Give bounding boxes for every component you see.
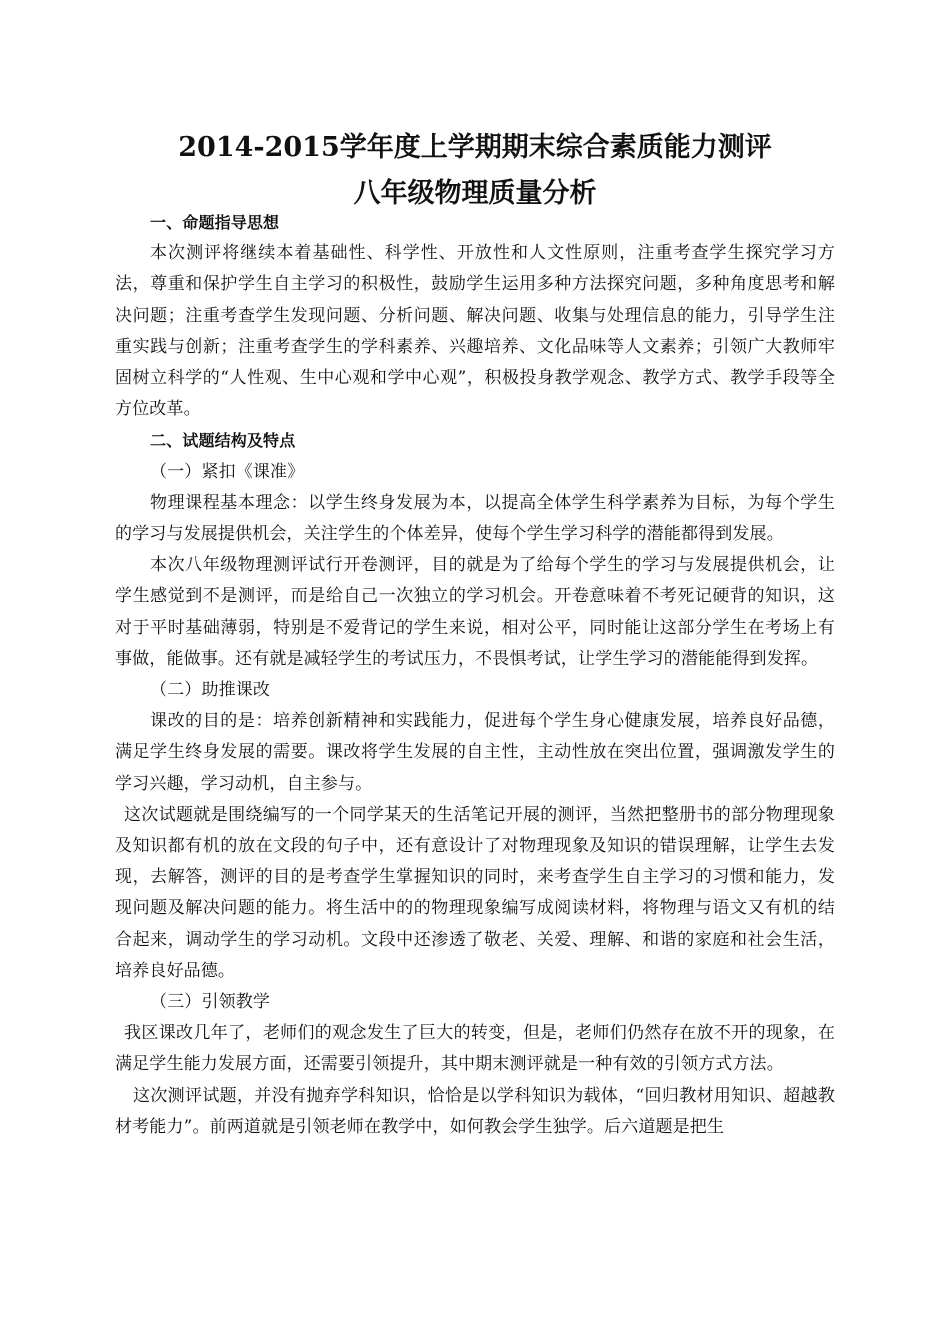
- paragraph: 我区课改几年了，老师们的观念发生了巨大的转变，但是，老师们仍然存在放不开的现象，在满足学生能力发展方面，还需要引领提升，其中期末测评就是一种有效的引领方式方法。: [115, 1023, 835, 1075]
- document-title: 2014-2015学年度上学期期末综合素质能力测评: [178, 132, 772, 163]
- section-heading: 一、命题指导思想: [150, 213, 280, 232]
- paragraph: 本次八年级物理测评试行开卷测评，目的就是为了给每个学生的学习与发展提供机会，让学生感觉到不是测评，而是给自己一次独立的学习机会。开卷意味着不考死记硬背的知识，这对于平时基础薄弱，特别是不爱背记的学生来说，相对公平，同时能让这部分学生在考场上有事做，能做事。还有就是减轻学生的考试压力，不畏惧考试，让学生学习的潜能能得到发挥。: [115, 555, 835, 669]
- subsection-heading: （三）引领教学: [150, 992, 271, 1013]
- subsection-heading: （二）助推课改: [150, 680, 271, 701]
- document-subtitle: 八年级物理质量分析: [353, 178, 597, 209]
- paragraph: 这次试题就是围绕编写的一个同学某天的生活笔记开展的测评，当然把整册书的部分物理现象及知识都有机的放在文段的句子中，还有意设计了对物理现象及知识的错误理解，让学生去发现，去解答，测评的目的是考查学生掌握知识的同时，来考查学生自主学习的习惯和能力，发现问题及解决问题的能力。将生活中的的物理现象编写成阅读材料，将物理与语文又有机的结合起来，调动学生的学习动机。文段中还渗透了敬老、关爱、理解、和谐的家庭和社会生活，培养良好品德。: [115, 804, 835, 981]
- section-heading: 二、试题结构及特点: [150, 431, 296, 451]
- paragraph: 这次测评试题，并没有抛弃学科知识，恰恰是以学科知识为载体，“回归教材用知识、超越教材考能力”。前两道就是引领老师在教学中，如何教会学生独学。后六道题是把生: [115, 1085, 835, 1137]
- paragraph: 本次测评将继续本着基础性、科学性、开放性和人文性原则，注重考查学生探究学习方法，尊重和保护学生自主学习的积极性，鼓励学生运用多种方法探究问题，多种角度思考和解决问题；注重考查学生发现问题、分析问题、解决问题、收集与处理信息的能力，引导学生注重实践与创新；注重考查学生的学科素养、兴趣培养、文化品味等人文素养；引领广大教师牢固树立科学的“人性观、生中心观和学中心观”，积极投身教学观念、教学方式、教学手段等全方位改革。: [115, 243, 835, 420]
- paragraph: 物理课程基本理念：以学生终身发展为本，以提高全体学生科学素养为目标，为每个学生的学习与发展提供机会，关注学生的个体差异，使每个学生学习科学的潜能都得到发展。: [115, 492, 835, 545]
- paragraph: 课改的目的是：培养创新精神和实践能力，促进每个学生身心健康发展，培养良好品德，满足学生终身发展的需要。课改将学生发展的自主性，主动性放在突出位置，强调激发学生的学习兴趣，学习动机，自主参与。: [115, 711, 835, 794]
- subsection-heading: （一）紧扣《课准》: [150, 461, 305, 482]
- document-body: [115, 207, 835, 1143]
